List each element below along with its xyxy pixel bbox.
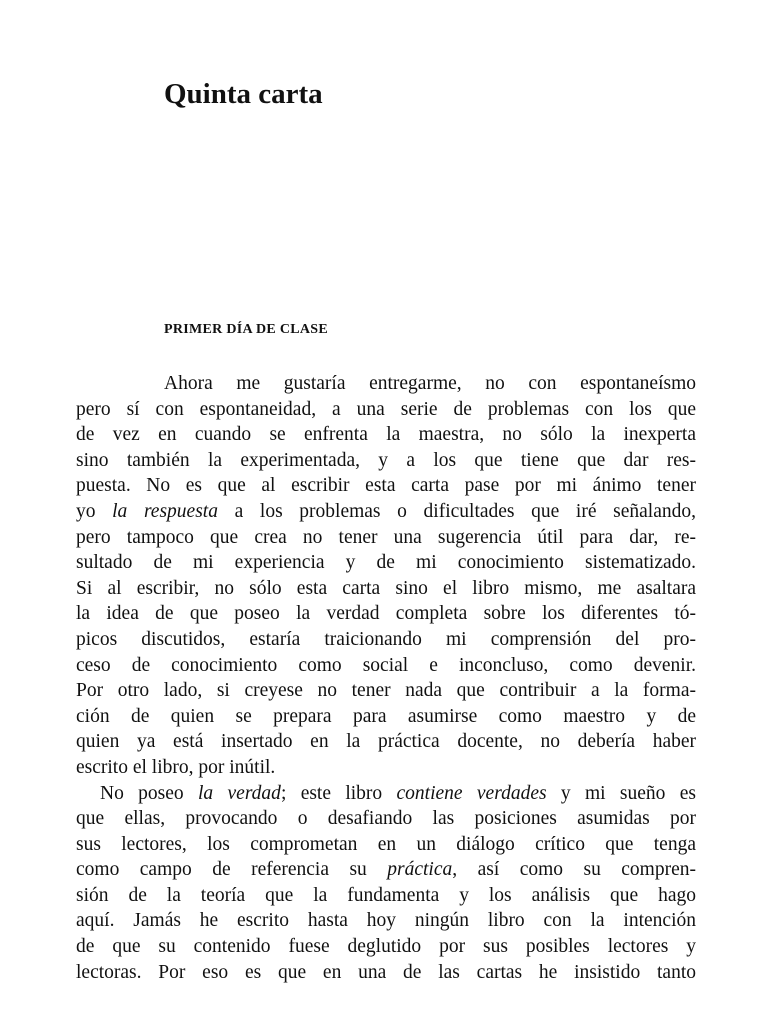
text-span: , así como su compren- (452, 859, 696, 881)
text-line: quien ya está insertado en la práctica docente, no debería haber (76, 731, 696, 753)
text-span: y mi sueño es (546, 782, 696, 804)
body-text (76, 371, 696, 985)
text-line: sultado de mi experiencia y de mi conocimiento sistematizado. (76, 552, 696, 574)
text-line: pero tampoco que crea no tener una sugerencia útil para dar, re- (76, 526, 696, 548)
text-line: ción de quien se prepara para asumirse como maestro y de (76, 705, 696, 727)
text-line: de vez en cuando se enfrenta la maestra, no sólo la inexperta (76, 424, 696, 446)
italic-emphasis: contiene verdades (396, 782, 547, 804)
text-line: ceso de conocimiento como social e inconcluso, como devenir. (76, 654, 696, 676)
italic-emphasis: la respuesta (112, 500, 218, 522)
text-line: sión de la teoría que la fundamenta y los análisis que hago (76, 884, 696, 906)
paragraph-2 (76, 781, 696, 986)
paragraph-1 (76, 371, 696, 781)
text-line (76, 499, 696, 525)
text-span: ; este libro (280, 782, 397, 804)
text-line: Ahora me gustaría entregarme, no con espontaneísmo (164, 373, 696, 394)
chapter-title: Quinta carta (164, 78, 323, 110)
text-line: pero sí con espontaneidad, a una serie de problemas con los que (76, 398, 696, 420)
text-span: yo (76, 500, 113, 522)
text-line (76, 781, 696, 807)
text-line: de que su contenido fuese deglutido por sus posibles lectores y (76, 936, 696, 958)
text-line: picos discutidos, estaría traicionando mi comprensión del pro- (76, 628, 696, 650)
section-heading: PRIMER DÍA DE CLASE (164, 322, 328, 337)
text-line: Si al escribir, no sólo esta carta sino el libro mismo, me asaltara (76, 577, 696, 599)
text-span: No poseo (100, 782, 198, 804)
text-line (76, 857, 696, 883)
text-line: puesta. No es que al escribir esta carta pase por mi ánimo tener (76, 475, 696, 497)
text-line: aquí. Jamás he escrito hasta hoy ningún libro con la intención (76, 910, 696, 932)
text-line: que ellas, provocando o desafiando las posiciones asumidas por (76, 808, 696, 830)
text-line: lectoras. Por eso es que en una de las cartas he insistido tanto (76, 961, 696, 983)
text-line: escrito el libro, por inútil. (76, 756, 276, 778)
text-line: la idea de que poseo la verdad completa sobre los diferentes tó- (76, 603, 696, 625)
text-line: Por otro lado, si creyese no tener nada que contribuir a la forma- (76, 680, 696, 702)
italic-emphasis: práctica (387, 859, 453, 881)
italic-emphasis: la verdad (198, 782, 281, 804)
text-line: sino también la experimentada, y a los que tiene que dar res- (76, 449, 696, 471)
text-span: como campo de referencia su (76, 859, 388, 881)
text-line: sus lectores, los comprometan en un diálogo crítico que tenga (76, 833, 696, 855)
text-span: a los problemas o dificultades que iré señalando, (217, 500, 696, 522)
